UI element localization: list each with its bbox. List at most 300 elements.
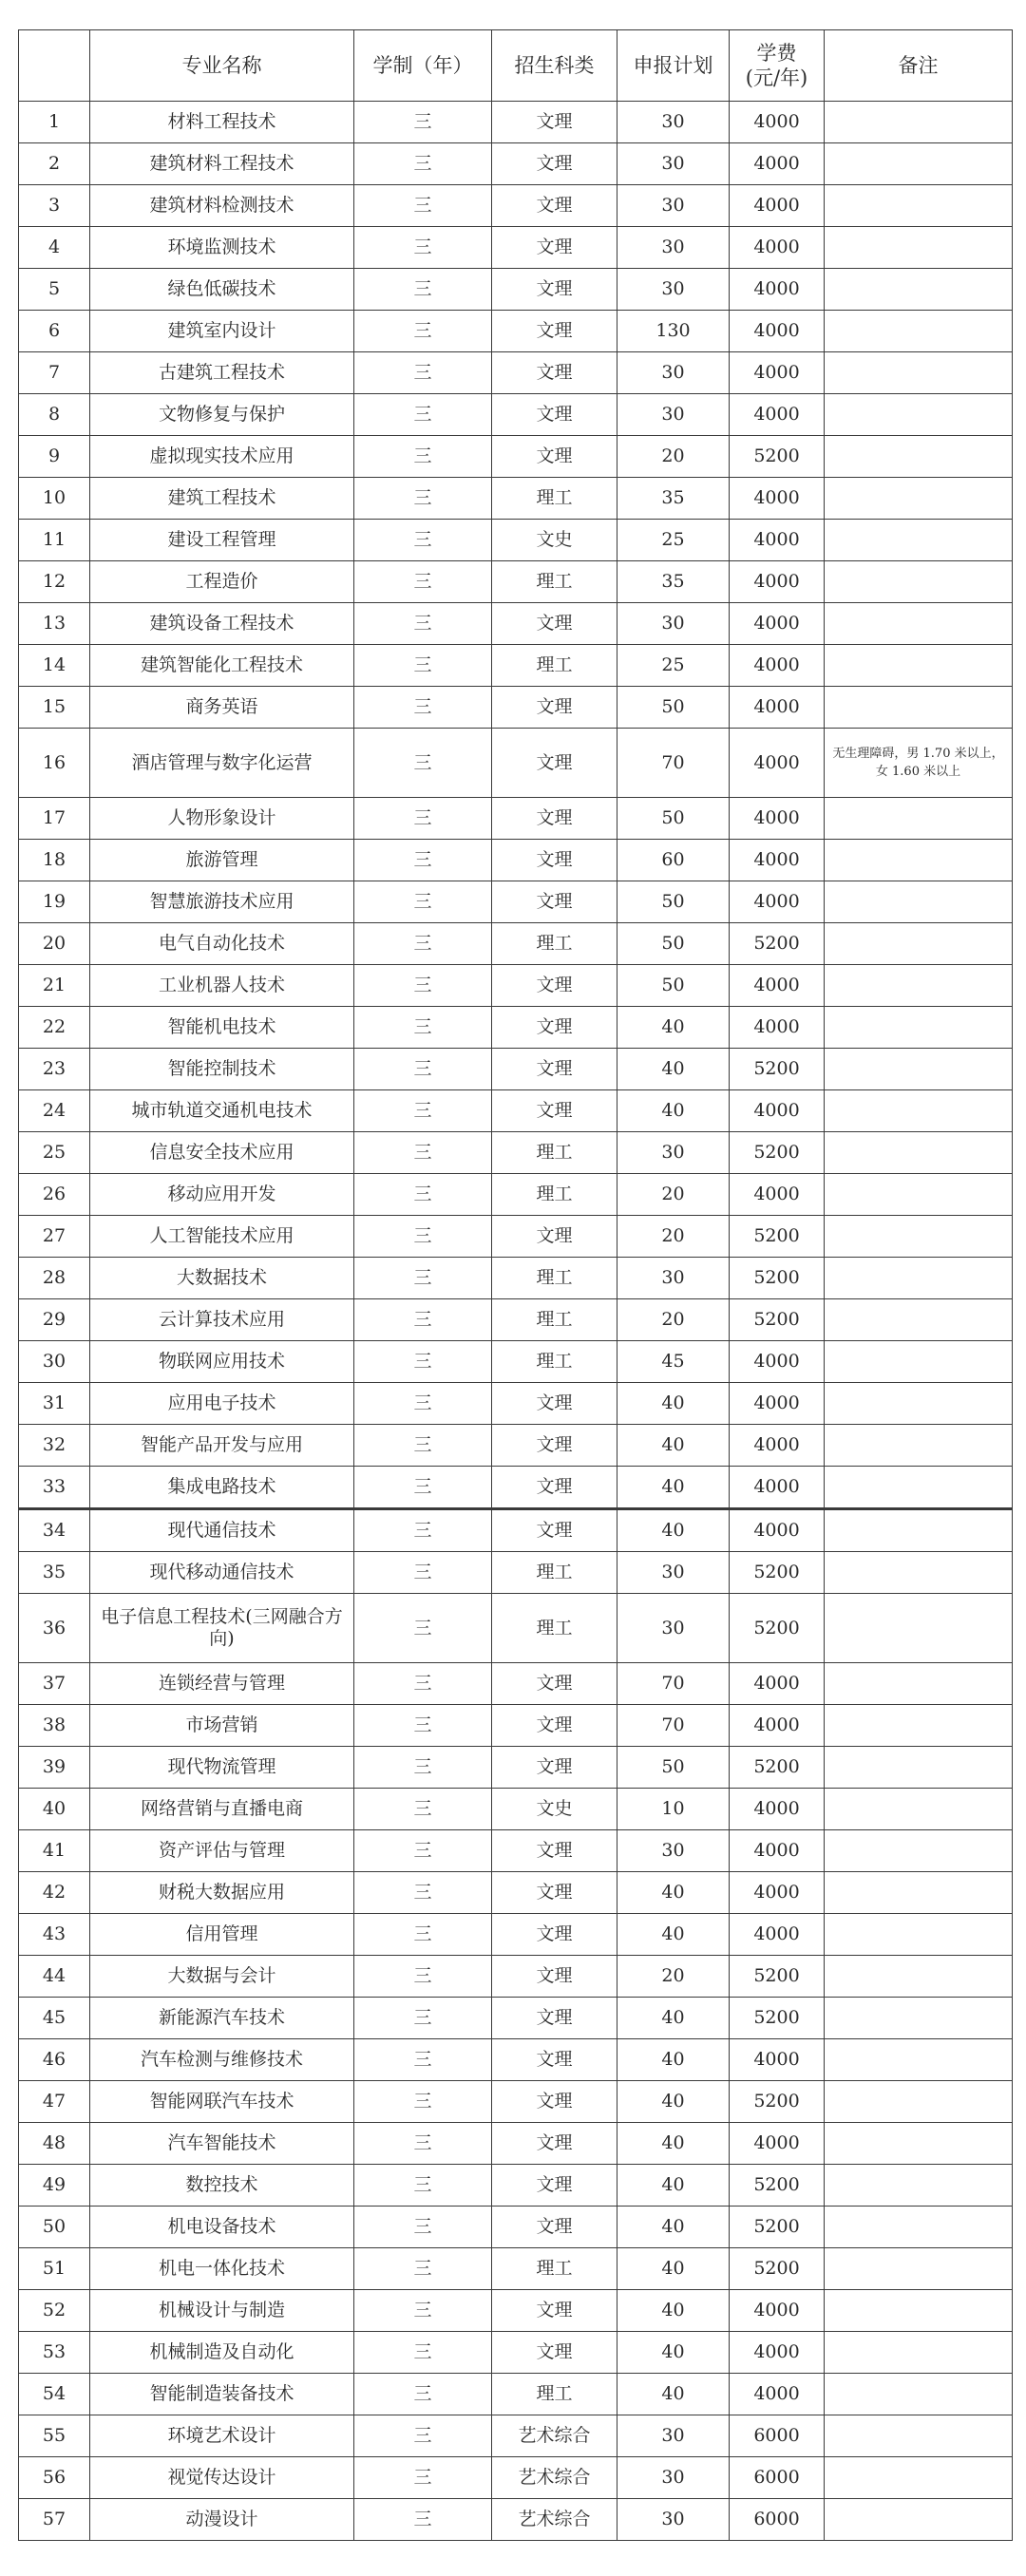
cell-years: 三 <box>354 2081 492 2123</box>
table-row <box>19 1216 1013 1258</box>
cell-plan: 30 <box>618 394 730 436</box>
cell-category: 文理 <box>492 1747 618 1789</box>
cell-years: 三 <box>354 478 492 520</box>
cell-fee: 5200 <box>730 1049 825 1090</box>
cell-plan: 40 <box>618 1007 730 1049</box>
cell-note <box>825 102 1013 143</box>
cell-note <box>825 1467 1013 1509</box>
cell-plan: 40 <box>618 2290 730 2332</box>
cell-fee: 4000 <box>730 2039 825 2081</box>
cell-years: 三 <box>354 1914 492 1956</box>
cell-plan: 40 <box>618 2207 730 2248</box>
cell-years: 三 <box>354 2039 492 2081</box>
cell-major-name: 人物形象设计 <box>90 798 354 840</box>
cell-fee: 4000 <box>730 1425 825 1467</box>
cell-note <box>825 311 1013 352</box>
table-row <box>19 965 1013 1007</box>
cell-category: 文理 <box>492 2039 618 2081</box>
cell-category: 文理 <box>492 1705 618 1747</box>
cell-category: 文理 <box>492 227 618 269</box>
cell-index: 28 <box>19 1258 90 1299</box>
cell-major-name: 财税大数据应用 <box>90 1872 354 1914</box>
cell-note <box>825 394 1013 436</box>
cell-index: 15 <box>19 687 90 729</box>
table-row <box>19 840 1013 881</box>
cell-years: 三 <box>354 394 492 436</box>
cell-category: 文理 <box>492 143 618 185</box>
cell-note <box>825 185 1013 227</box>
cell-fee: 4000 <box>730 1509 825 1552</box>
cell-category: 文理 <box>492 2207 618 2248</box>
cell-category: 文理 <box>492 269 618 311</box>
cell-years: 三 <box>354 2457 492 2499</box>
cell-major-name: 动漫设计 <box>90 2499 354 2541</box>
cell-category: 文理 <box>492 185 618 227</box>
table-row <box>19 561 1013 603</box>
cell-note <box>825 1747 1013 1789</box>
cell-plan: 30 <box>618 1594 730 1663</box>
cell-note <box>825 436 1013 478</box>
cell-index: 17 <box>19 798 90 840</box>
cell-index: 48 <box>19 2123 90 2165</box>
cell-years: 三 <box>354 102 492 143</box>
cell-major-name: 汽车检测与维修技术 <box>90 2039 354 2081</box>
cell-note <box>825 2165 1013 2207</box>
table-row <box>19 102 1013 143</box>
table-row <box>19 143 1013 185</box>
cell-note <box>825 1509 1013 1552</box>
cell-plan: 40 <box>618 2332 730 2374</box>
cell-fee: 4000 <box>730 1789 825 1830</box>
table-row <box>19 1383 1013 1425</box>
table-row <box>19 185 1013 227</box>
cell-fee: 4000 <box>730 520 825 561</box>
cell-fee: 4000 <box>730 311 825 352</box>
cell-years: 三 <box>354 1789 492 1830</box>
cell-fee: 4000 <box>730 1914 825 1956</box>
cell-years: 三 <box>354 1174 492 1216</box>
cell-index: 46 <box>19 2039 90 2081</box>
cell-note <box>825 1663 1013 1705</box>
table-row <box>19 520 1013 561</box>
table-row <box>19 1956 1013 1998</box>
cell-fee: 4000 <box>730 1467 825 1509</box>
cell-major-name: 智能制造装备技术 <box>90 2374 354 2415</box>
cell-plan: 40 <box>618 2374 730 2415</box>
cell-major-name: 数控技术 <box>90 2165 354 2207</box>
cell-fee: 5200 <box>730 2207 825 2248</box>
cell-plan: 20 <box>618 1174 730 1216</box>
table-row <box>19 645 1013 687</box>
cell-major-name: 虚拟现实技术应用 <box>90 436 354 478</box>
cell-category: 文理 <box>492 394 618 436</box>
table-row <box>19 1258 1013 1299</box>
cell-category: 文理 <box>492 965 618 1007</box>
cell-years: 三 <box>354 2499 492 2541</box>
table-row <box>19 1789 1013 1830</box>
cell-plan: 20 <box>618 1216 730 1258</box>
cell-plan: 70 <box>618 1663 730 1705</box>
cell-category: 理工 <box>492 645 618 687</box>
cell-major-name: 建筑工程技术 <box>90 478 354 520</box>
cell-fee: 5200 <box>730 1998 825 2039</box>
cell-index: 24 <box>19 1090 90 1132</box>
cell-years: 三 <box>354 1747 492 1789</box>
cell-years: 三 <box>354 1663 492 1705</box>
cell-index: 39 <box>19 1747 90 1789</box>
table-row <box>19 311 1013 352</box>
cell-index: 7 <box>19 352 90 394</box>
cell-years: 三 <box>354 1594 492 1663</box>
cell-fee: 4000 <box>730 185 825 227</box>
cell-note <box>825 603 1013 645</box>
cell-major-name: 电气自动化技术 <box>90 923 354 965</box>
cell-note <box>825 269 1013 311</box>
cell-category: 文理 <box>492 2165 618 2207</box>
table-row <box>19 923 1013 965</box>
table-row <box>19 478 1013 520</box>
cell-fee: 5200 <box>730 1747 825 1789</box>
cell-plan: 10 <box>618 1789 730 1830</box>
cell-plan: 130 <box>618 311 730 352</box>
cell-index: 36 <box>19 1594 90 1663</box>
cell-plan: 50 <box>618 965 730 1007</box>
cell-plan: 40 <box>618 2165 730 2207</box>
cell-major-name: 现代移动通信技术 <box>90 1552 354 1594</box>
cell-index: 6 <box>19 311 90 352</box>
cell-plan: 40 <box>618 1914 730 1956</box>
cell-note <box>825 1007 1013 1049</box>
table-row <box>19 1872 1013 1914</box>
cell-index: 20 <box>19 923 90 965</box>
cell-fee: 4000 <box>730 1341 825 1383</box>
cell-plan: 40 <box>618 1049 730 1090</box>
cell-index: 16 <box>19 729 90 798</box>
cell-index: 30 <box>19 1341 90 1383</box>
cell-category: 理工 <box>492 1299 618 1341</box>
cell-fee: 4000 <box>730 840 825 881</box>
cell-note <box>825 1705 1013 1747</box>
cell-major-name: 文物修复与保护 <box>90 394 354 436</box>
cell-major-name: 视觉传达设计 <box>90 2457 354 2499</box>
cell-note <box>825 2499 1013 2541</box>
table-row <box>19 436 1013 478</box>
cell-note <box>825 645 1013 687</box>
cell-major-name: 物联网应用技术 <box>90 1341 354 1383</box>
cell-plan: 50 <box>618 923 730 965</box>
cell-note <box>825 520 1013 561</box>
cell-plan: 30 <box>618 1552 730 1594</box>
cell-major-name: 材料工程技术 <box>90 102 354 143</box>
cell-plan: 40 <box>618 2039 730 2081</box>
cell-note <box>825 1830 1013 1872</box>
cell-note <box>825 2123 1013 2165</box>
cell-note <box>825 561 1013 603</box>
cell-years: 三 <box>354 1299 492 1341</box>
cell-category: 理工 <box>492 1341 618 1383</box>
table-row <box>19 352 1013 394</box>
cell-fee: 5200 <box>730 1552 825 1594</box>
cell-major-name: 工程造价 <box>90 561 354 603</box>
cell-index: 27 <box>19 1216 90 1258</box>
cell-fee: 4000 <box>730 1090 825 1132</box>
cell-note <box>825 1956 1013 1998</box>
cell-years: 三 <box>354 1872 492 1914</box>
cell-fee: 4000 <box>730 1830 825 1872</box>
cell-index: 55 <box>19 2415 90 2457</box>
cell-note <box>825 1299 1013 1341</box>
cell-major-name: 建筑材料工程技术 <box>90 143 354 185</box>
cell-years: 三 <box>354 965 492 1007</box>
cell-major-name: 大数据与会计 <box>90 1956 354 1998</box>
cell-category: 文理 <box>492 102 618 143</box>
cell-major-name: 酒店管理与数字化运营 <box>90 729 354 798</box>
cell-category: 文理 <box>492 1467 618 1509</box>
cell-years: 三 <box>354 143 492 185</box>
cell-note <box>825 687 1013 729</box>
cell-plan: 45 <box>618 1341 730 1383</box>
cell-category: 文理 <box>492 1383 618 1425</box>
table-row <box>19 1174 1013 1216</box>
cell-major-name: 大数据技术 <box>90 1258 354 1299</box>
cell-index: 49 <box>19 2165 90 2207</box>
cell-index: 54 <box>19 2374 90 2415</box>
cell-major-name: 移动应用开发 <box>90 1174 354 1216</box>
cell-category: 理工 <box>492 1552 618 1594</box>
cell-plan: 30 <box>618 143 730 185</box>
cell-major-name: 云计算技术应用 <box>90 1299 354 1341</box>
cell-category: 理工 <box>492 561 618 603</box>
cell-index: 14 <box>19 645 90 687</box>
cell-index: 10 <box>19 478 90 520</box>
cell-major-name: 古建筑工程技术 <box>90 352 354 394</box>
cell-major-name: 绿色低碳技术 <box>90 269 354 311</box>
cell-major-name: 智慧旅游技术应用 <box>90 881 354 923</box>
cell-plan: 50 <box>618 687 730 729</box>
table-body <box>19 102 1013 2541</box>
table-row <box>19 394 1013 436</box>
cell-years: 三 <box>354 923 492 965</box>
table-row <box>19 687 1013 729</box>
table-row <box>19 2123 1013 2165</box>
cell-fee: 5200 <box>730 1299 825 1341</box>
cell-years: 三 <box>354 2248 492 2290</box>
cell-years: 三 <box>354 1007 492 1049</box>
cell-plan: 40 <box>618 1090 730 1132</box>
cell-fee: 6000 <box>730 2499 825 2541</box>
cell-fee: 4000 <box>730 102 825 143</box>
cell-years: 三 <box>354 269 492 311</box>
cell-index: 47 <box>19 2081 90 2123</box>
cell-fee: 4000 <box>730 1663 825 1705</box>
cell-years: 三 <box>354 729 492 798</box>
cell-fee: 4000 <box>730 352 825 394</box>
cell-major-name: 城市轨道交通机电技术 <box>90 1090 354 1132</box>
cell-plan: 20 <box>618 436 730 478</box>
cell-category: 文理 <box>492 687 618 729</box>
cell-years: 三 <box>354 645 492 687</box>
cell-plan: 60 <box>618 840 730 881</box>
cell-category: 文理 <box>492 1509 618 1552</box>
cell-plan: 30 <box>618 102 730 143</box>
cell-category: 理工 <box>492 1258 618 1299</box>
cell-index: 2 <box>19 143 90 185</box>
cell-index: 18 <box>19 840 90 881</box>
cell-note <box>825 1998 1013 2039</box>
table-row <box>19 1007 1013 1049</box>
cell-index: 21 <box>19 965 90 1007</box>
cell-years: 三 <box>354 2415 492 2457</box>
table-row <box>19 603 1013 645</box>
cell-years: 三 <box>354 1049 492 1090</box>
cell-fee: 4000 <box>730 2123 825 2165</box>
cell-fee: 4000 <box>730 965 825 1007</box>
table-row <box>19 269 1013 311</box>
cell-plan: 50 <box>618 798 730 840</box>
cell-note <box>825 2290 1013 2332</box>
cell-note <box>825 352 1013 394</box>
cell-index: 12 <box>19 561 90 603</box>
cell-years: 三 <box>354 1552 492 1594</box>
cell-years: 三 <box>354 2374 492 2415</box>
cell-note <box>825 965 1013 1007</box>
cell-category: 文理 <box>492 2081 618 2123</box>
cell-fee: 5200 <box>730 2081 825 2123</box>
cell-plan: 30 <box>618 227 730 269</box>
cell-fee: 4000 <box>730 1705 825 1747</box>
cell-years: 三 <box>354 1383 492 1425</box>
cell-plan: 20 <box>618 1956 730 1998</box>
table-row <box>19 798 1013 840</box>
cell-category: 文理 <box>492 729 618 798</box>
table-row <box>19 2457 1013 2499</box>
cell-category: 理工 <box>492 2248 618 2290</box>
cell-index: 35 <box>19 1552 90 1594</box>
enrollment-plan-sheet <box>18 29 1012 2541</box>
cell-fee: 4000 <box>730 645 825 687</box>
cell-plan: 30 <box>618 185 730 227</box>
cell-years: 三 <box>354 603 492 645</box>
cell-note <box>825 923 1013 965</box>
cell-major-name: 建筑智能化工程技术 <box>90 645 354 687</box>
cell-index: 19 <box>19 881 90 923</box>
cell-note: 无生理障碍，男 1.70 米以上，女 1.60 米以上 <box>825 729 1013 798</box>
table-row <box>19 2499 1013 2541</box>
cell-plan: 25 <box>618 645 730 687</box>
table-row <box>19 2415 1013 2457</box>
cell-fee: 4000 <box>730 1007 825 1049</box>
table-row <box>19 1594 1013 1663</box>
table-row <box>19 2081 1013 2123</box>
cell-years: 三 <box>354 1132 492 1174</box>
cell-index: 52 <box>19 2290 90 2332</box>
table-row <box>19 1830 1013 1872</box>
cell-note <box>825 1132 1013 1174</box>
table-row <box>19 1552 1013 1594</box>
cell-category: 文史 <box>492 520 618 561</box>
cell-index: 38 <box>19 1705 90 1747</box>
cell-plan: 30 <box>618 269 730 311</box>
cell-fee: 4000 <box>730 729 825 798</box>
cell-fee: 6000 <box>730 2415 825 2457</box>
table-row <box>19 2332 1013 2374</box>
cell-fee: 4000 <box>730 603 825 645</box>
cell-plan: 40 <box>618 1509 730 1552</box>
cell-plan: 50 <box>618 881 730 923</box>
cell-major-name: 市场营销 <box>90 1705 354 1747</box>
cell-note <box>825 2248 1013 2290</box>
cell-category: 文理 <box>492 1998 618 2039</box>
cell-fee: 5200 <box>730 2165 825 2207</box>
table-row <box>19 2248 1013 2290</box>
cell-major-name: 建筑室内设计 <box>90 311 354 352</box>
cell-plan: 30 <box>618 2499 730 2541</box>
cell-index: 29 <box>19 1299 90 1341</box>
cell-fee: 5200 <box>730 923 825 965</box>
cell-major-name: 应用电子技术 <box>90 1383 354 1425</box>
cell-fee: 5200 <box>730 436 825 478</box>
cell-major-name: 电子信息工程技术(三网融合方向) <box>90 1594 354 1663</box>
cell-category: 文理 <box>492 1663 618 1705</box>
cell-index: 53 <box>19 2332 90 2374</box>
cell-category: 文理 <box>492 1830 618 1872</box>
cell-note <box>825 1872 1013 1914</box>
cell-major-name: 现代物流管理 <box>90 1747 354 1789</box>
cell-index: 22 <box>19 1007 90 1049</box>
cell-plan: 35 <box>618 478 730 520</box>
cell-years: 三 <box>354 1509 492 1552</box>
cell-years: 三 <box>354 840 492 881</box>
table-header-row <box>19 30 1013 102</box>
cell-years: 三 <box>354 1830 492 1872</box>
table-row <box>19 1705 1013 1747</box>
cell-years: 三 <box>354 1090 492 1132</box>
cell-category: 文理 <box>492 2123 618 2165</box>
cell-years: 三 <box>354 881 492 923</box>
cell-category: 文理 <box>492 1049 618 1090</box>
cell-note <box>825 1258 1013 1299</box>
cell-fee: 5200 <box>730 1258 825 1299</box>
cell-plan: 40 <box>618 2081 730 2123</box>
cell-major-name: 智能网联汽车技术 <box>90 2081 354 2123</box>
cell-plan: 20 <box>618 1299 730 1341</box>
cell-note <box>825 2207 1013 2248</box>
cell-note <box>825 478 1013 520</box>
cell-note <box>825 227 1013 269</box>
cell-index: 50 <box>19 2207 90 2248</box>
cell-plan: 40 <box>618 1467 730 1509</box>
cell-fee: 4000 <box>730 143 825 185</box>
cell-category: 文理 <box>492 1425 618 1467</box>
cell-category: 艺术综合 <box>492 2499 618 2541</box>
cell-note <box>825 143 1013 185</box>
cell-plan: 30 <box>618 352 730 394</box>
cell-major-name: 工业机器人技术 <box>90 965 354 1007</box>
cell-category: 文理 <box>492 840 618 881</box>
cell-years: 三 <box>354 352 492 394</box>
cell-category: 文理 <box>492 1872 618 1914</box>
table-row <box>19 2165 1013 2207</box>
cell-index: 8 <box>19 394 90 436</box>
cell-note <box>825 881 1013 923</box>
cell-major-name: 建设工程管理 <box>90 520 354 561</box>
cell-category: 文理 <box>492 1090 618 1132</box>
cell-index: 31 <box>19 1383 90 1425</box>
cell-plan: 40 <box>618 1998 730 2039</box>
cell-major-name: 新能源汽车技术 <box>90 1998 354 2039</box>
cell-fee: 4000 <box>730 1383 825 1425</box>
cell-index: 41 <box>19 1830 90 1872</box>
